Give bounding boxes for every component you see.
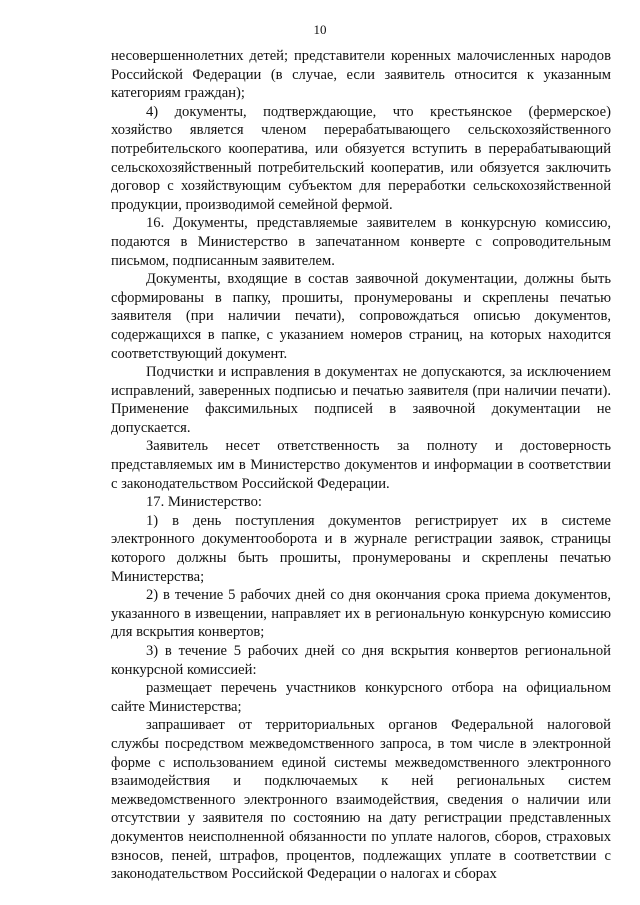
paragraph-publish-list: размещает перечень участников конкурсного отбора на официальном сайте Министерства; [111, 680, 611, 715]
paragraph-item-2: 2) в течение 5 рабочих дней со дня окончания срока приема документов, указанного в извещении, направляет их в региональную конкурсную комиссию для вскрытия конвертов; [111, 587, 611, 641]
page-number: 10 [313, 22, 327, 37]
paragraph-continuation: несовершеннолетних детей; представители коренных малочисленных народов Российской Федерации (в случае, если заявитель относится к указанным категориям граждан); [111, 48, 611, 102]
document-body [111, 47, 611, 884]
paragraph-item-3: 3) в течение 5 рабочих дней со дня вскрытия конвертов региональной конкурсной комиссией: [111, 643, 611, 678]
paragraph-item-4: 4) документы, подтверждающие, что крестьянское (фермерское) хозяйство является членом перерабатывающего сельскохозяйственного потребительского кооператива, или обязуется вступить в перерабатывающий сельскохозяйственный потребительский кооператив, или обязуется заключить договор с хозяйствующим субъектом для переработки сельскохозяйственной продукции, производимой семейной фермой. [111, 103, 611, 213]
paragraph-responsibility: Заявитель несет ответственность за полноту и достоверность представляемых им в Министерство документов и информации в соответствии с законодательством Российской Федерации. [111, 438, 611, 492]
paragraph-documents-folder: Документы, входящие в состав заявочной документации, должны быть сформированы в папку, прошиты, пронумерованы и скреплены печатью заявителя (при наличии печати), сопровождаться описью документов, содержащихся в папке, с указанием номеров страниц, на которых находится соответствующий документ. [111, 271, 611, 362]
paragraph-clause-16: 16. Документы, представляемые заявителем в конкурсную комиссию, подаются в Министерство в запечатанном конверте с сопроводительным письмом, подписанным заявителем. [111, 215, 611, 269]
paragraph-tax-request: запрашивает от территориальных органов Федеральной налоговой службы посредством межведомственного запроса, в том числе в электронной форме с использованием единой системы межведомственного электронного взаимодействия и подключаемых к ней региональных систем межведомственного электронного взаимодействия, сведения о наличии или отсутствии у заявителя по состоянию на дату регистрации представленных документов неисполненной обязанности по уплате налогов, сборов, страховых взносов, пеней, штрафов, процентов, подлежащих уплате в соответствии с законодательством Российской Федерации о налогах и сборах [111, 717, 611, 883]
paragraph-corrections: Подчистки и исправления в документах не допускаются, за исключением исправлений, заверенных подписью и печатью заявителя (при наличии печати). Применение факсимильных подписей в заявочной документации не допускается. [111, 364, 611, 436]
paragraph-item-1: 1) в день поступления документов регистрирует их в системе электронного документооборота и в журнале регистрации заявок, страницы которого должны быть прошиты, пронумерованы и скреплены печатью Министерства; [111, 512, 611, 585]
paragraph-clause-17: 17. Министерство: [146, 494, 262, 511]
